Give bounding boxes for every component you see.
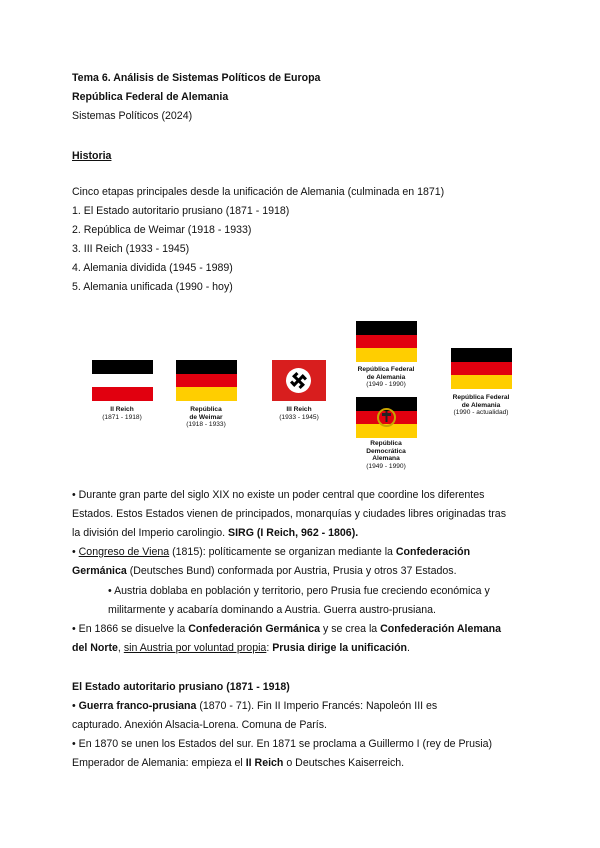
caption-years: (1949 - 1990) (366, 381, 406, 389)
course-label: Sistemas Políticos (2024) (72, 110, 193, 122)
flag-rfa (356, 321, 417, 362)
swastika-icon (286, 368, 311, 393)
caption-years: (1949 - 1990) (366, 462, 406, 470)
caption-name: II Reich (110, 406, 134, 413)
paragraph-line (72, 641, 410, 655)
text-span: Emperador de Alemania: empieza el (72, 757, 246, 769)
flag-ii-reich (92, 360, 153, 401)
text-span: • (72, 700, 79, 712)
text-span: (1815): políticamente se organizan mediante la (169, 546, 396, 558)
prusia-dirige-bold: Prusia dirige la unificación (272, 642, 408, 654)
sirg-bold: SIRG (I Reich, 962 - 1806). (228, 527, 359, 539)
doc-title: Tema 6. Análisis de Sistemas Políticos de Europa (72, 72, 321, 84)
caption-rfa (346, 366, 426, 389)
confederacion-bold: Confederación (395, 546, 471, 558)
paragraph-line (72, 756, 404, 770)
caption-name: Alemana (372, 455, 400, 463)
paragraph-line (72, 564, 457, 578)
text-span: • (72, 546, 79, 558)
text-span: la división del Imperio carolingio. (72, 527, 229, 539)
germanica-bold: Germánica (72, 565, 127, 577)
caption-current (441, 394, 521, 417)
caption-iii-reich (259, 406, 339, 421)
caption-name: de Weimar (189, 413, 223, 421)
paragraph-line: • En 1870 se unen los Estados del sur. En 1871 se proclama a Guillermo I (rey de Prusia) (72, 738, 493, 750)
caption-weimar (166, 406, 246, 429)
text-span: o Deutsches Kaiserreich. (283, 757, 405, 769)
caption-years: (1918 - 1933) (186, 421, 226, 429)
caption-name: de Alemania (366, 373, 406, 381)
section-heading: El Estado autoritario prusiano (1871 - 1918) (72, 681, 290, 693)
caption-years: (1871 - 1918) (102, 413, 142, 421)
text-span: (1870 - 71). Fin II Imperio Francés: Napoleón III es (196, 700, 438, 712)
flag-iii-reich (272, 360, 326, 401)
paragraph-line (72, 526, 358, 540)
text-span: . (407, 642, 410, 654)
caption-name: III Reich (286, 406, 312, 413)
paragraph-line (72, 545, 470, 559)
confederacion-germanica-bold: Confederación Germánica (188, 623, 321, 635)
historia-heading: Historia (72, 150, 112, 162)
sin-austria-underline: sin Austria por voluntad propia (123, 642, 267, 654)
gdr-emblem-icon (377, 407, 396, 428)
paragraph-line: • Austria doblaba en población y territorio, pero Prusia fue creciendo económica y (108, 585, 490, 597)
caption-years: (1990 - actualidad) (453, 409, 509, 417)
stage-item: 3. III Reich (1933 - 1945) (72, 243, 190, 255)
del-norte-bold: del Norte (72, 642, 118, 654)
guerra-bold: Guerra franco-prusiana (78, 700, 197, 712)
text-span: y se crea la (320, 623, 381, 635)
flag-current (451, 348, 512, 389)
stage-item: 2. República de Weimar (1918 - 1933) (72, 224, 252, 236)
caption-ii-reich (82, 406, 162, 421)
stage-item: 1. El Estado autoritario prusiano (1871 - 1918) (72, 205, 290, 217)
caption-name: República Federal (452, 394, 510, 401)
caption-years: (1933 - 1945) (279, 413, 319, 421)
stage-item: 4. Alemania dividida (1945 - 1989) (72, 262, 233, 274)
text-span: : (266, 642, 273, 654)
paragraph-line: • Durante gran parte del siglo XIX no existe un poder central que coordine los diferentes (72, 489, 485, 501)
ii-reich-bold: II Reich (245, 757, 284, 769)
paragraph-line (72, 622, 501, 636)
caption-name: República (370, 440, 402, 447)
paragraph-line: capturado. Anexión Alsacia-Lorena. Comuna de París. (72, 719, 327, 731)
flag-weimar (176, 360, 237, 401)
stage-item: 5. Alemania unificada (1990 - hoy) (72, 281, 233, 293)
swastika-emblem (286, 368, 311, 393)
congreso-viena-underline: Congreso de Viena (78, 546, 170, 558)
text-span: , (117, 642, 124, 654)
text-span: (Deutsches Bund) conformada por Austria, Prusia y otros 37 Estados. (126, 565, 457, 577)
text-span: • En 1866 se disuelve la (72, 623, 189, 635)
caption-rda (346, 440, 426, 470)
paragraph-line: militarmente y acabaría dominando a Austria. Guerra austro-prusiana. (108, 604, 436, 616)
doc-subtitle: República Federal de Alemania (72, 91, 229, 103)
flag-rda (356, 397, 417, 438)
caption-name: República (190, 406, 222, 413)
confederacion-alemana-bold: Confederación Alemana (380, 623, 502, 635)
caption-name: de Alemania (461, 401, 501, 409)
caption-name: República Federal (357, 366, 415, 373)
paragraph-line: Estados. Estos Estados vienen de principados, monarquías y ciudades libres originadas tras (72, 508, 506, 520)
caption-name: Democrática (366, 447, 406, 455)
historia-intro: Cinco etapas principales desde la unificación de Alemania (culminada en 1871) (72, 186, 445, 198)
paragraph-line (72, 699, 437, 713)
